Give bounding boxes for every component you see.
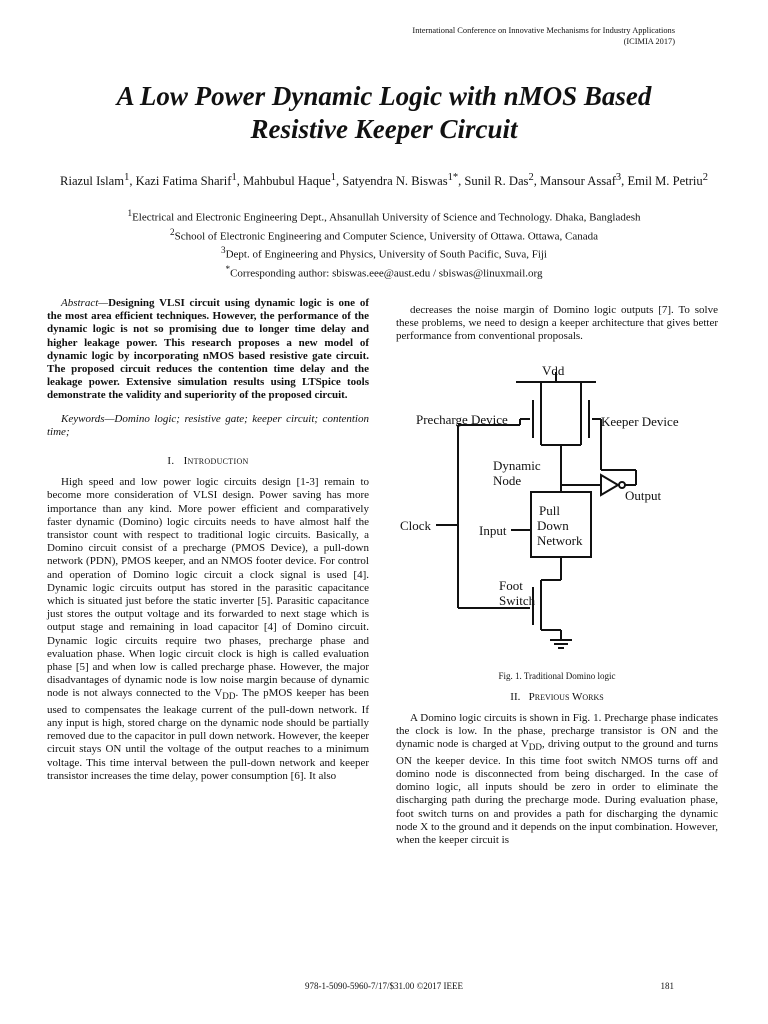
affiliation-line bbox=[40, 225, 728, 244]
author-name: Sunil R. Das bbox=[464, 174, 529, 189]
affiliation-line bbox=[40, 262, 728, 281]
author-affiliation-mark: 1 bbox=[231, 172, 237, 183]
conference-header bbox=[412, 25, 675, 47]
affiliation-text: Dept. of Engineering and Physics, University of South Pacific, Suva, Fiji bbox=[225, 248, 547, 261]
abstract-label: Abstract— bbox=[61, 297, 109, 309]
section-1-number: I. bbox=[167, 455, 175, 468]
label-keeper-device: Keeper Device bbox=[601, 414, 679, 429]
conference-name: International Conference on Innovative Mechanisms for Industry Applications bbox=[412, 26, 675, 35]
author-name: Mahbubul Haque bbox=[242, 174, 331, 189]
author-list: Riazul Islam$^1$, Kazi Fatima Sharif$^1$, Mahbubul Haque$^1$, Satyendra N. Biswas$^{1*}$, Sunil R. Das$^2$, Mansour Assaf$^3$, Emil M. Petriu$^2$ bbox=[60, 172, 708, 189]
author-affiliation-mark: 2 bbox=[702, 172, 708, 183]
affiliation-mark: 1 bbox=[127, 208, 133, 218]
author-affiliation-mark: 3 bbox=[615, 172, 622, 183]
affiliation-line bbox=[40, 206, 728, 225]
section-1-title: Introduction bbox=[183, 455, 249, 468]
label-pdn-3: Network bbox=[537, 533, 583, 548]
paper-title bbox=[40, 80, 728, 146]
domino-logic-figure bbox=[396, 360, 718, 665]
author-affiliation-mark: 1* bbox=[447, 172, 459, 183]
label-dynamic: Dynamic bbox=[493, 458, 541, 473]
section-2-number: II. bbox=[510, 691, 521, 703]
conference-year: (ICIMIA 2017) bbox=[623, 37, 675, 46]
affiliation-text: Corresponding author: sbiswas.eee@aust.edu / sbiswas@linuxmail.org bbox=[230, 267, 543, 280]
affiliation-line bbox=[40, 243, 728, 262]
section-1-heading bbox=[47, 455, 369, 468]
section-2-heading bbox=[396, 691, 718, 703]
author-affiliation-mark: 1 bbox=[124, 172, 130, 183]
author-name: Emil M. Petriu bbox=[627, 174, 703, 189]
affiliations bbox=[40, 206, 728, 281]
keywords: Keywords—Domino logic; resistive gate; keeper circuit; contention time; bbox=[47, 412, 369, 438]
prev-subscript: DD bbox=[528, 742, 543, 753]
right-top-paragraph: decreases the noise margin of Domino logic outputs [7]. To solve these problems, we need to design a keeper architecture that gives better performance from conventional proposals. bbox=[396, 304, 718, 343]
figure-caption: Fig. 1. Traditional Domino logic bbox=[498, 671, 616, 681]
label-clock: Clock bbox=[400, 518, 432, 533]
author-name: Satyendra N. Biswas bbox=[342, 174, 448, 189]
intro-text-b: . The pMOS keeper has been used to compensates the leakage current of the pull-down network. If any input is high, stored charge on the dynamic node should be partially removed due to the capacitor in pull down network. However, the keeper circuit stays ON until the voltage of the output reaches to a minimum voltage. This time interval between the pull-down network and keeper transistor increases the time delay, power consumption [6]. It also bbox=[47, 687, 370, 782]
affiliation-mark: 3 bbox=[221, 245, 226, 256]
author-name: Mansour Assaf bbox=[540, 174, 616, 189]
label-switch: Switch bbox=[499, 593, 536, 608]
isbn-line: 978-1-5090-5960-7/17/$31.00 ©2017 IEEE bbox=[304, 981, 464, 991]
left-column bbox=[47, 297, 369, 783]
intro-paragraph bbox=[47, 476, 369, 783]
abstract bbox=[47, 297, 369, 403]
section-2-title: Previous Works bbox=[528, 691, 604, 703]
author-affiliation-mark: 2 bbox=[528, 172, 534, 183]
affiliation-mark: 2 bbox=[170, 226, 175, 237]
previous-works-paragraph bbox=[396, 712, 718, 847]
title-line-1: A Low Power Dynamic Logic with nMOS Based bbox=[116, 81, 652, 111]
affiliation-text: Electrical and Electronic Engineering Dept., Ahsanullah University of Science and Technology. Dhaka, Bangladesh bbox=[132, 211, 641, 224]
right-column-top bbox=[396, 304, 718, 344]
affiliation-mark: * bbox=[225, 263, 231, 274]
intro-text-a: High speed and low power logic circuits design [1-3] remain to become more consideration of VLSI design. Power saving has more importance than any kind. More power efficient and comparatively faster dynamic (Domino) logic circuits needs to have almost half the transistor count with respect to traditional logic circuits. Basically, a Domino circuit consist of a precharge (PMOS Device), a pull-down network (PDN), PMOS keeper, and an NMOS footer device. For control and operation of Domino logic circuit a clock signal is used [4]. Dynamic logic circuits output has stored in the parasitic capacitance which is situated just before the static inverter [5]. Parasitic capacitance just stores the output voltage and its forwarded to next stage which is output stage and remaining in load capacitor [4] of Domino circuit. Dynamic logic circuits require two phases, precharge phase and evaluation phase. When logic circuit clock is high is called evaluation phase [5] and when low is called precharge phase. However, the major disadvantages of dynamic node is low noise margin because of dynamic node is not always connected to the V bbox=[47, 476, 369, 700]
label-node: Node bbox=[493, 473, 522, 488]
right-column-bottom bbox=[396, 712, 718, 847]
prev-text-a: A Domino logic circuits is shown in Fig. 1. Precharge phase indicates the clock is low. In the phase, precharge transistor is ON and the dynamic node is charged at V bbox=[396, 712, 718, 751]
label-vdd: Vdd bbox=[542, 363, 565, 378]
label-precharge-device: Precharge Device bbox=[416, 412, 508, 427]
author-name: Kazi Fatima Sharif bbox=[135, 174, 232, 189]
affiliation-text: School of Electronic Engineering and Computer Science, University of Ottawa. Ottawa, Canada bbox=[174, 230, 598, 243]
title-line-2: Resistive Keeper Circuit bbox=[250, 114, 518, 144]
abstract-text: Designing VLSI circuit using dynamic logic is one of the most area efficient techniques. However, the performance of the dynamic logic is not so promising due to longer time delay and higher leakage power. This research proposes a new model of dynamic logic by incorporating nMOS based resistive gate circuit. The proposed circuit reduces the contention time delay and the leakage power. Extensive simulation results using LTSpice tools demonstrate the validity and superiority of the proposed circuit. bbox=[47, 297, 369, 402]
label-input: Input bbox=[479, 523, 507, 538]
page-number: 181 bbox=[660, 981, 674, 991]
prev-text-b: , driving output to the ground and turns ON the keeper device. In this time foot switch NMOS turns off and domino node is disconnected from being discharged. In the case of domino logic, all inputs should be zero in order to eliminate the discharging path during the precharge mode. During evaluation phase, foot switch turns on and provides a path for discharging the dynamic node X to the ground and it depends on the input combination. However, when the keeper circuit is bbox=[396, 738, 718, 847]
author-name: Riazul Islam bbox=[60, 174, 125, 189]
label-foot: Foot bbox=[499, 578, 523, 593]
label-output: Output bbox=[625, 488, 662, 503]
intro-subscript: DD bbox=[222, 691, 236, 702]
author-affiliation-mark: 1 bbox=[330, 172, 337, 183]
label-pdn-1: Pull bbox=[539, 503, 560, 518]
label-pdn-2: Down bbox=[537, 518, 569, 533]
